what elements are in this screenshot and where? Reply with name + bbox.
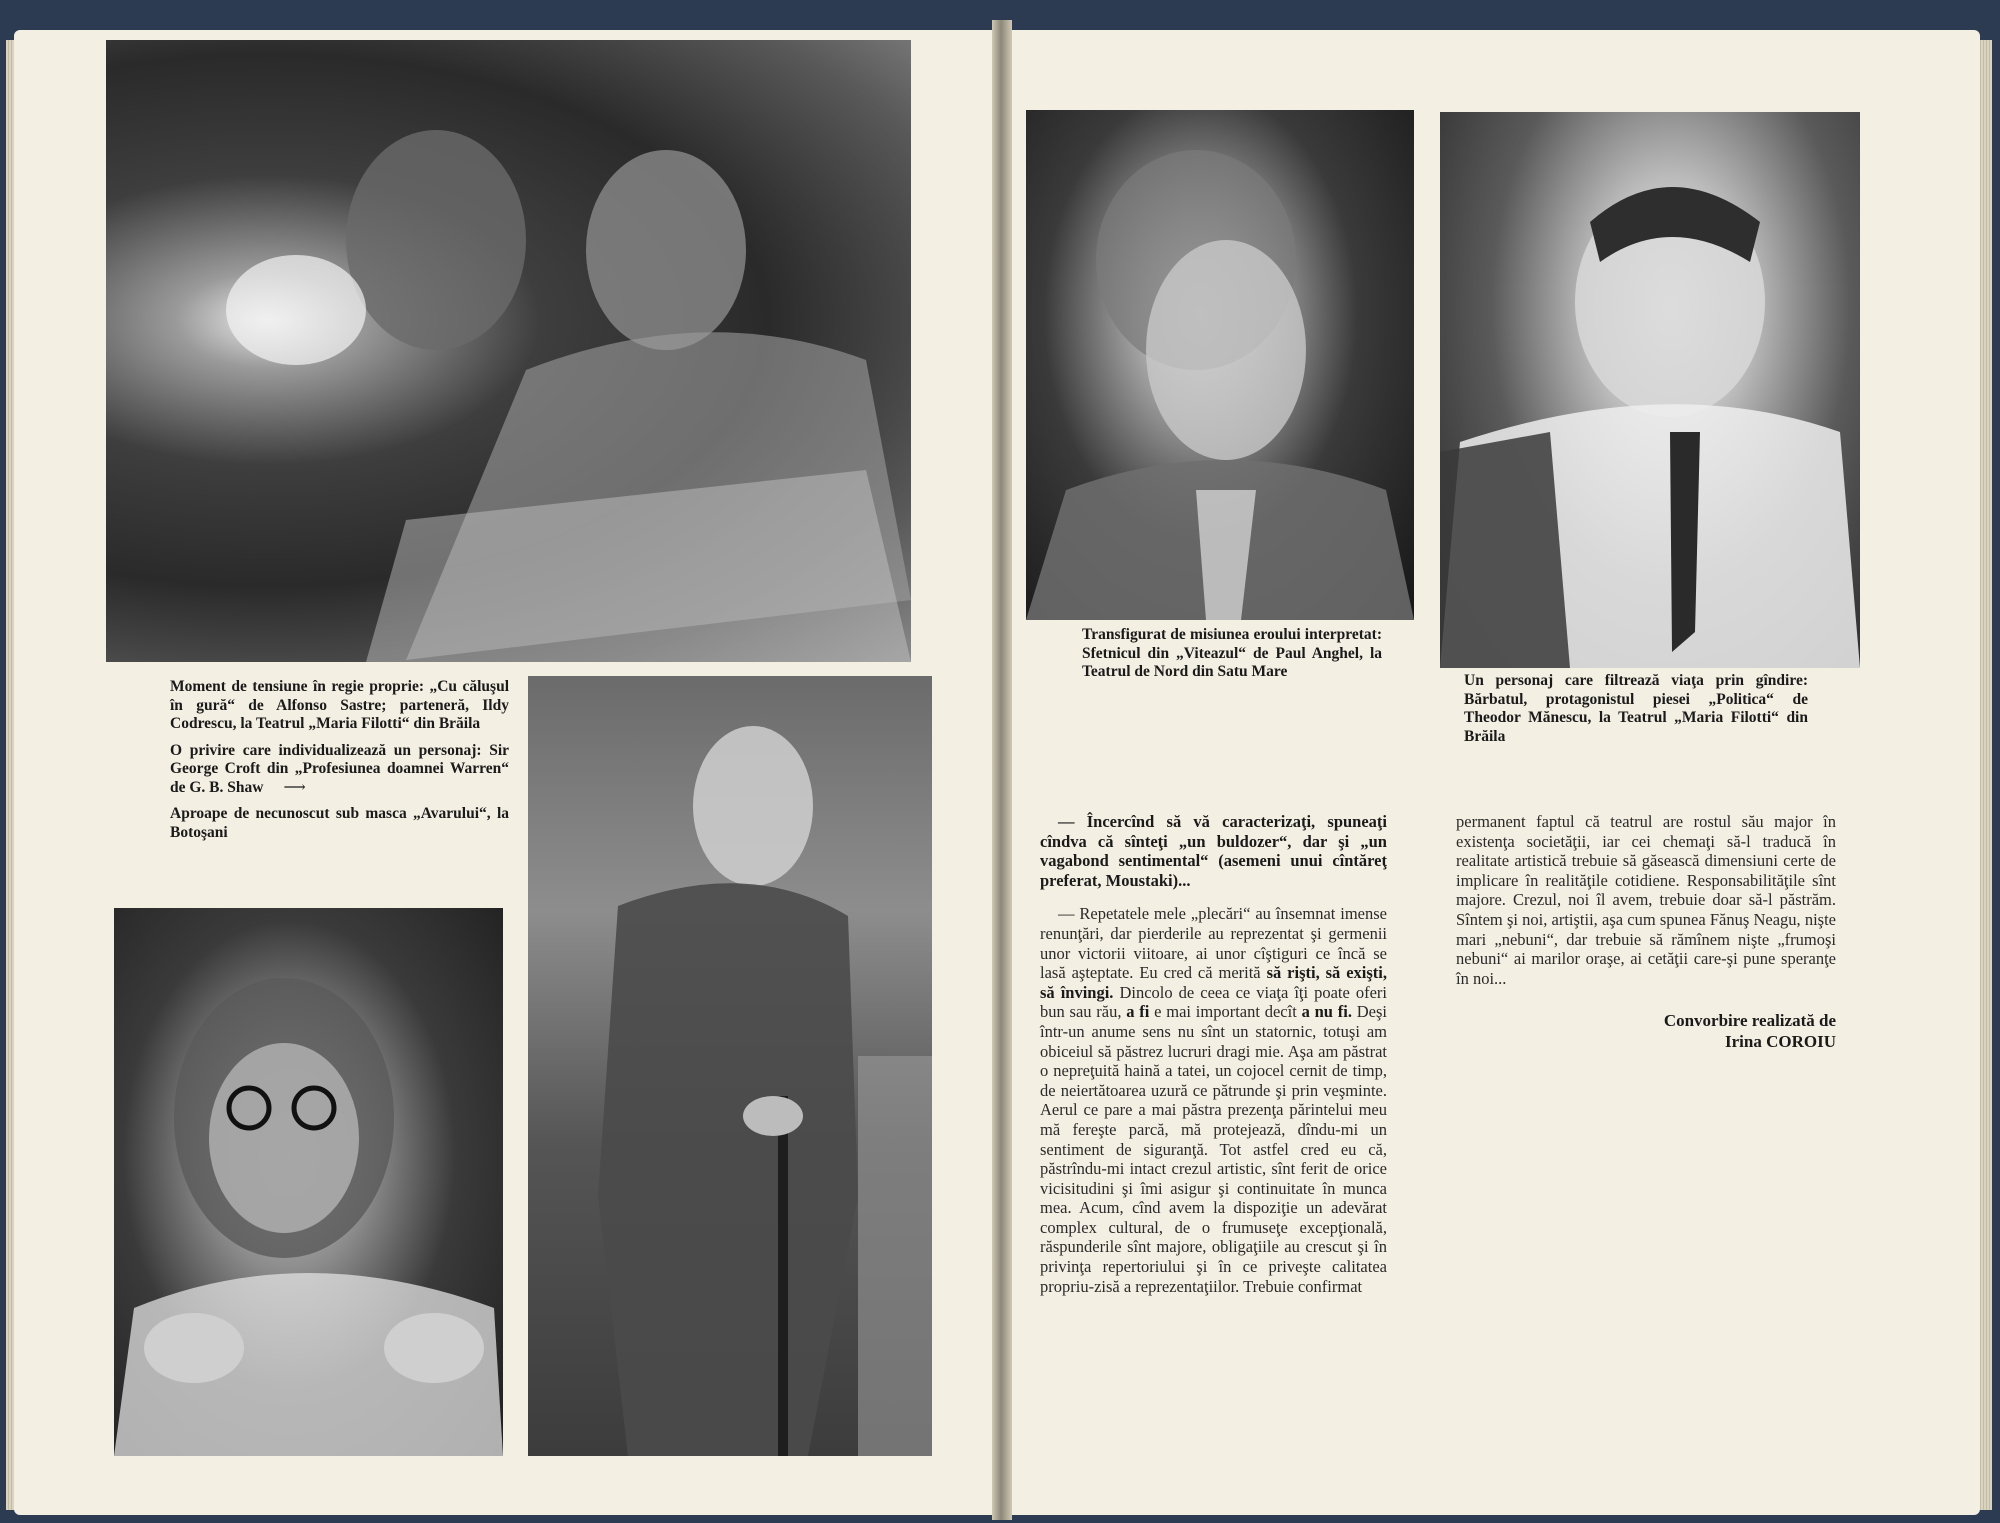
answer-continued-col2: permanent faptul că teatrul are rostul său major în existenţa societăţii, iar cei chemaţi să-l traducă în realitate artistică trebuie să găsească dimensiuni certe de implicare în realităţile cotidiene. Responsabilităţile sînt majore. Crezul, noi îl avem, trebuie doar să-l păstrăm. Sîntem şi noi, artiştii, aşa cum spunea Fănuş Neagu, nişte mari „nebuni“, dar trebuie să rămînem nişte „frumoşi nebuni“ ai marilor oraşe, ai cetăţii care-şi pune speranţe în noi...: [1456, 812, 1836, 988]
caption-alfonso-sastre: Moment de tensiune în regie proprie: „Cu căluşul în gură“ de Alfonso Sastre; parteneră, Ildy Codrescu, la Teatrul „Maria Filotti“ din Brăila: [170, 678, 509, 732]
interview-credit: Convorbire realizată de Irina COROIU: [1456, 1010, 1836, 1052]
author-name: Irina COROIU: [1725, 1032, 1836, 1052]
caption-george-croft: O privire care individualizează un personaj: Sir George Croft din „Profesiunea doamnei Warren“ de G. B. Shaw ⟶: [170, 741, 509, 796]
arrow-right-icon: ⟶: [283, 778, 306, 796]
photo-man-with-glasses: [114, 908, 503, 1456]
caption-viteazul: Transfigurat de misiunea eroului interpretat: Sfetnicul din „Viteazul“ de Paul Anghel, la Teatrul de Nord din Satu Mare: [1082, 626, 1382, 680]
photo-miser-role-with-cane: [528, 676, 932, 1456]
page-edge-right: [1978, 40, 1992, 1510]
emphasis-to-be: a fi: [1126, 1002, 1150, 1022]
emphasis-not-to-be: a nu fi.: [1301, 1002, 1352, 1022]
photo-two-actors-scene: [106, 40, 911, 662]
interview-column-2: [1456, 812, 1836, 1052]
photo-politica-barbatul: [1440, 112, 1860, 668]
interview-answer: — Repetatele mele „plecări“ au însemnat imense renunţări, dar pierderile au reprezentat şi germenii unor victorii viitoare, ai unor cîştiguri ce încă se lasă aşteptate. Eu cred că merită să rişti, să exişti, să învingi. Dincolo de ceea ce viaţa îţi poate oferi bun sau rău, a fi e mai important decît a nu fi. Deşi într-un anume sens nu sînt un statornic, totuşi am obiceiul să păstrez lucruri dragi mie. Aşa am păstrat o nepreţuită haină a tatei, un cojocel cernit de timp, de neiertătoarea uzură ce pătrunde şi prin veşminte. Aerul ce pare a mai păstra prezenţa părintelui meu mă fereşte parcă, mă protejează, dîndu-mi un sentiment de siguranţă. Tot astfel cred eu că, păstrîndu-mi intact crezul artistic, sînt ferit de orice vicisitudini şi îmi asigur şi continuitate în munca mea. Acum, cînd avem la dispoziţie un adevărat complex cultural, de o frumuseţe excepţională, răspunderile sînt majore, obligaţiile au crescut şi în privinţa repertoriului şi în ce priveşte calitatea propriu-zisă a reprezentaţiilor. Trebuie confirmat: [1040, 904, 1388, 1296]
left-page-captions: [170, 678, 509, 850]
book-spine: [992, 20, 1012, 1520]
interview-column-1: [1040, 812, 1387, 1296]
interview-question: — Încercînd să vă caracterizaţi, spuneaţi cîndva că sînteţi „un buldozer“, dar şi „un vagabond sentimental“ (asemeni unui cîntăreţ preferat, Moustaki)...: [1040, 812, 1387, 890]
caption-avarul: Aproape de necunoscut sub masca „Avarului“, la Botoşani: [170, 805, 509, 841]
caption-politica: Un personaj care filtrează viaţa prin gîndire: Bărbatul, protagonistul piesei „Politica“ de Theodor Mănescu, la Teatrul „Maria Filotti“ din Brăila: [1464, 672, 1808, 745]
answer-continued: Deşi într-un anume sens nu sînt un statornic, totuşi am obiceiul să păstrez lucruri dragi mie. Aşa am păstrat o nepreţuită haină a tatei, un cojocel cernit de timp, de neiertătoarea uzură ce pătrunde şi prin veşminte. Aerul ce pare a mai păstra prezenţa părintelui meu mă fereşte parcă, mă protejează, dîndu-mi un sentiment de siguranţă. Tot astfel cred eu că, păstrîndu-mi intact crezul artistic, sînt ferit de orice vicisitudini şi îmi asigur şi continuitate în munca mea. Acum, cînd avem la dispoziţie un adevărat complex cultural, de o frumuseţe excepţională, răspunderile sînt majore, obligaţiile au crescut şi în privinţa repertoriului şi în ce priveşte calitatea propriu-zisă a reprezentaţiilor. Trebuie confirmat: [1040, 1002, 1387, 1296]
photo-sfetnicul-viteazul: [1026, 110, 1414, 620]
emphasis-risk: să rişti, să exişti, să învingi.: [1040, 963, 1387, 1002]
